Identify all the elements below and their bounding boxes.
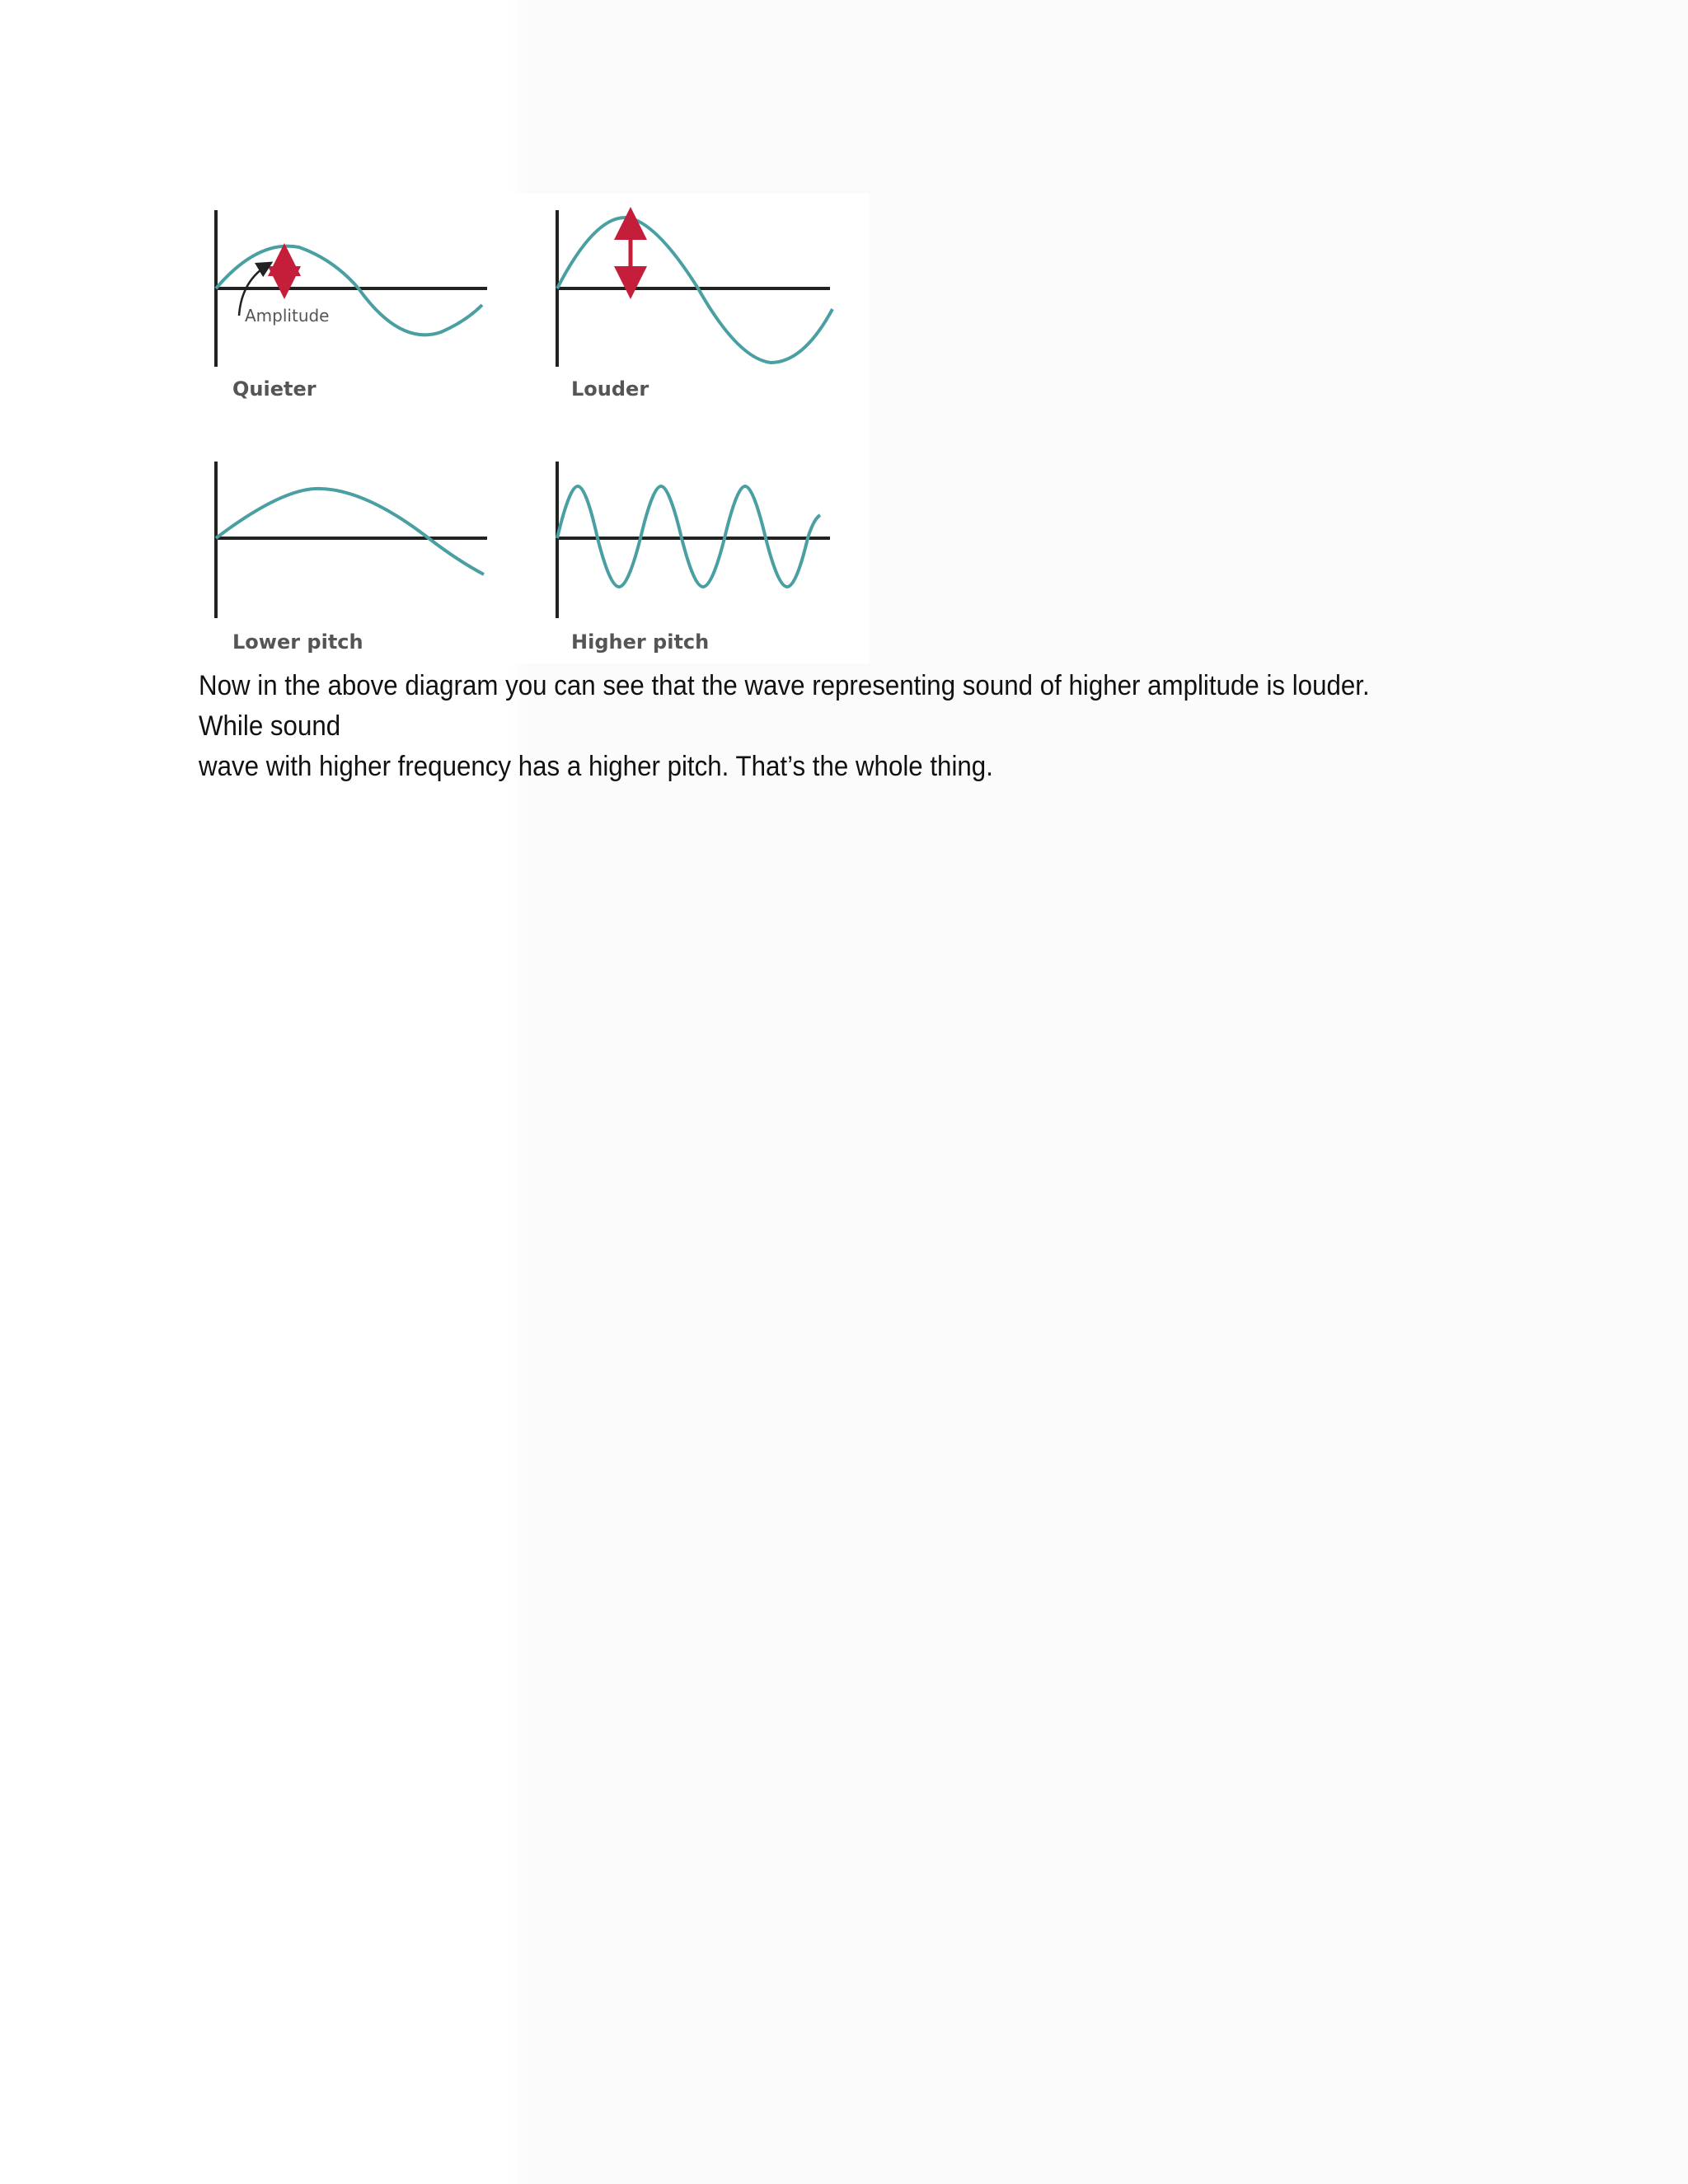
panel-louder (557, 210, 832, 401)
sound-wave-figure (194, 194, 870, 663)
panel-lower-pitch (216, 462, 487, 654)
paragraph-line-2: wave with higher frequency has a higher pitch. That’s the whole thing. (199, 751, 993, 782)
amplitude-label: Amplitude (245, 306, 330, 326)
panel-label-higher-pitch: Higher pitch (571, 630, 710, 654)
panel-label-louder: Louder (571, 377, 649, 401)
panel-quieter (216, 210, 487, 401)
panel-label-quieter: Quieter (232, 377, 316, 401)
explanation-paragraph (199, 666, 1412, 787)
low-pitch-wave (216, 489, 484, 574)
paragraph-line-1: Now in the above diagram you can see that the wave representing sound of higher amplitude is louder. While sound (199, 670, 1370, 742)
panel-label-lower-pitch: Lower pitch (232, 630, 363, 654)
loud-wave (557, 218, 832, 363)
panel-higher-pitch (557, 462, 830, 654)
